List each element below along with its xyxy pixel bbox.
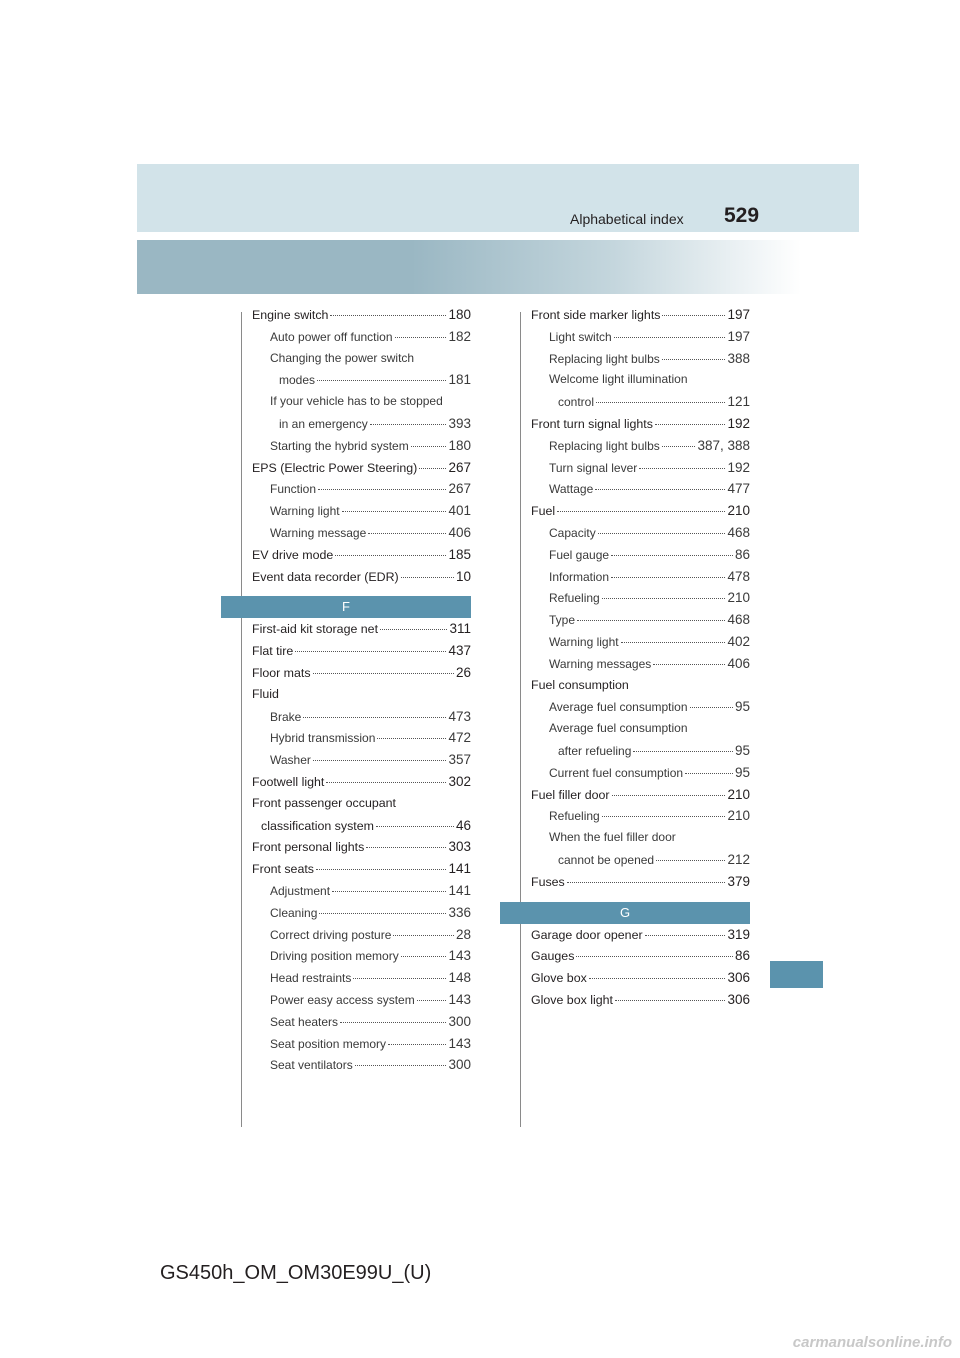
index-entry (252, 544, 471, 566)
index-entry (531, 391, 750, 413)
index-entry-term: Event data recorder (EDR) (252, 569, 399, 584)
index-entry (252, 662, 471, 684)
index-entry (252, 858, 471, 880)
index-entry-page[interactable]: 472 (448, 730, 471, 746)
index-entry (531, 967, 750, 989)
index-entry-page[interactable]: 212 (727, 851, 750, 867)
leader-dots (380, 629, 447, 630)
index-entry-term: Light switch (549, 329, 612, 344)
leader-dots (318, 489, 446, 490)
index-entry-term: Average fuel consumption (549, 721, 688, 736)
index-entry (252, 391, 471, 413)
index-entry-page[interactable]: 95 (734, 764, 750, 780)
leader-dots (342, 511, 447, 512)
index-entry-page[interactable]: 86 (734, 948, 750, 964)
index-entry (252, 749, 471, 771)
section-gap (531, 893, 750, 902)
index-entry-term: modes (279, 373, 316, 388)
index-entry (252, 706, 471, 728)
index-entry (252, 967, 471, 989)
leader-dots (377, 738, 446, 739)
index-entry-page[interactable]: 210 (727, 590, 750, 606)
index-entry-term: in an emergency (279, 416, 368, 431)
leader-dots (335, 555, 446, 556)
leader-dots (417, 1000, 447, 1001)
index-entry-term: Warning message (270, 525, 367, 540)
index-entry-term: Average fuel consumption (549, 700, 688, 715)
index-entry-page[interactable]: 401 (448, 503, 471, 519)
index-entry-term: If your vehicle has to be stopped (270, 394, 443, 409)
index-entry-term: EV drive mode (252, 547, 334, 562)
index-entry (252, 566, 471, 588)
leader-dots (401, 577, 454, 578)
index-entry-term: Function (270, 482, 317, 497)
index-entry (252, 924, 471, 946)
index-entry (252, 304, 471, 326)
manual-code: GS450h_OM_OM30E99U_(U) (160, 1262, 432, 1284)
leader-dots (611, 555, 733, 556)
leader-dots (662, 446, 696, 447)
index-entry-page[interactable]: 180 (448, 307, 471, 322)
index-entry-term: Driving position memory (270, 949, 399, 964)
leader-dots (614, 337, 726, 338)
index-entry-term: Capacity (549, 525, 596, 540)
leader-dots (340, 1022, 446, 1023)
leader-dots (419, 468, 446, 469)
leader-dots (395, 337, 447, 338)
index-entry-page[interactable]: 311 (449, 621, 471, 637)
index-entry-term: Warning light (549, 634, 619, 649)
index-entry-term: Replacing light bulbs (549, 351, 660, 366)
index-entry (531, 924, 750, 946)
index-entry (531, 609, 750, 631)
index-entry (531, 805, 750, 827)
index-entry-page[interactable]: 406 (727, 655, 750, 671)
index-entry-page[interactable]: 210 (727, 503, 750, 519)
leader-dots (388, 1044, 446, 1045)
index-entry (531, 675, 750, 697)
leader-dots (567, 882, 726, 883)
index-entry-page[interactable]: 477 (727, 481, 750, 497)
index-entry-term: cannot be opened (558, 852, 655, 867)
leader-dots (645, 935, 726, 936)
index-entry-term: Turn signal lever (549, 460, 638, 475)
index-entry (252, 771, 471, 793)
index-entry-term: Type (549, 613, 576, 628)
index-entry-page[interactable]: 406 (448, 524, 471, 540)
index-entry-term: Wattage (549, 482, 594, 497)
leader-dots (313, 760, 447, 761)
index-entry-page[interactable]: 306 (727, 991, 750, 1007)
leader-dots (370, 424, 447, 425)
index-entry-page[interactable]: 388 (727, 350, 750, 366)
index-entry-page[interactable]: 306 (727, 970, 750, 986)
index-entry-page[interactable]: 300 (448, 1013, 471, 1029)
index-entry-term: Front turn signal lights (531, 416, 653, 431)
index-entry-page[interactable]: 387, 388 (697, 437, 750, 453)
index-entry (252, 618, 471, 640)
index-entry (531, 326, 750, 348)
index-entry (252, 522, 471, 544)
index-entry (252, 348, 471, 370)
index-entry (252, 413, 471, 435)
index-entry (531, 631, 750, 653)
index-entry (531, 945, 750, 967)
index-entry-term: Fuses (531, 874, 565, 889)
index-entry-page[interactable]: 121 (727, 394, 750, 410)
section-gap (252, 587, 471, 596)
index-entry-term: Refueling (549, 809, 600, 824)
section-title: Alphabetical index (570, 211, 684, 227)
index-entry (252, 880, 471, 902)
index-entry (531, 989, 750, 1011)
index-entry-term: Glove box (531, 971, 587, 986)
index-entry-page[interactable]: 95 (734, 699, 750, 715)
leader-dots (319, 913, 446, 914)
section-tab-marker (770, 961, 823, 988)
index-entry-term: Refueling (549, 591, 600, 606)
index-entry-page[interactable]: 143 (448, 948, 471, 964)
index-entry-page[interactable]: 86 (734, 546, 750, 562)
index-entry-term: Cleaning (270, 905, 318, 920)
leader-dots (612, 795, 726, 796)
index-entry-page[interactable]: 478 (727, 568, 750, 584)
index-entry-term: Engine switch (252, 308, 329, 322)
leader-dots (576, 956, 733, 957)
index-entry (531, 500, 750, 522)
leader-dots (332, 891, 446, 892)
leader-dots (685, 773, 733, 774)
index-entry-page[interactable]: 468 (727, 524, 750, 540)
index-entry-page[interactable]: 95 (734, 742, 750, 758)
index-entry-page[interactable]: 300 (448, 1057, 471, 1073)
index-entry-term: Flat tire (252, 644, 294, 659)
index-entry-page[interactable]: 473 (448, 708, 471, 724)
leader-dots (317, 380, 446, 381)
index-entry-term: Power easy access system (270, 992, 415, 1007)
index-entry-term: Glove box light (531, 992, 613, 1007)
index-entry-page[interactable]: 197 (727, 307, 750, 322)
index-entry (531, 544, 750, 566)
index-entry-term: classification system (261, 818, 374, 833)
index-entry (531, 369, 750, 391)
leader-dots (411, 446, 447, 447)
index-entry (252, 457, 471, 479)
index-entry (531, 740, 750, 762)
index-entry-page[interactable]: 357 (448, 752, 471, 768)
leader-dots (368, 533, 446, 534)
index-entry-page[interactable]: 267 (448, 481, 471, 497)
index-entry-page[interactable]: 393 (448, 415, 471, 431)
index-entry-term: Fluid (252, 686, 279, 701)
index-entry (531, 871, 750, 893)
index-entry-page[interactable]: 28 (455, 926, 471, 942)
index-entry-page[interactable]: 10 (455, 568, 471, 584)
index-entry-term: Front personal lights (252, 840, 365, 855)
decorative-gradient-band (137, 240, 859, 294)
index-entry-term: Brake (270, 709, 302, 724)
index-entry (531, 478, 750, 500)
index-entry-term: Fuel (531, 504, 556, 519)
index-entry (531, 784, 750, 806)
index-entry-term: First-aid kit storage net (252, 622, 379, 637)
index-entry (531, 435, 750, 457)
index-entry (531, 348, 750, 370)
index-entry (252, 815, 471, 837)
index-entry-page[interactable]: 26 (455, 664, 471, 680)
index-entry (252, 369, 471, 391)
index-entry-page[interactable]: 379 (727, 873, 750, 889)
leader-dots (639, 468, 725, 469)
index-entry-page[interactable]: 336 (448, 904, 471, 920)
leader-dots (656, 860, 725, 861)
index-entry-page[interactable]: 182 (448, 328, 471, 344)
index-entry (531, 696, 750, 718)
leader-dots (662, 315, 725, 316)
leader-dots (366, 847, 446, 848)
index-entry-term: EPS (Electric Power Steering) (252, 460, 418, 475)
index-entry-term: Current fuel consumption (549, 765, 684, 780)
index-entry-page[interactable]: 148 (448, 970, 471, 986)
index-entry-term: Warning messages (549, 656, 652, 671)
index-entry-term: Information (549, 569, 610, 584)
index-column-right (531, 304, 750, 1011)
index-entry-page[interactable]: 402 (727, 633, 750, 649)
leader-dots (376, 826, 454, 827)
leader-dots (602, 598, 726, 599)
leader-dots (316, 869, 446, 870)
index-entry-term: Adjustment (270, 883, 331, 898)
leader-dots (602, 816, 726, 817)
index-entry (252, 500, 471, 522)
index-entry (252, 640, 471, 662)
index-entry-term: Front seats (252, 862, 314, 877)
left-column-rule (241, 312, 242, 1127)
leader-dots (615, 1000, 726, 1001)
index-entry-page[interactable]: 210 (727, 786, 750, 802)
index-entry-term: control (558, 395, 595, 410)
index-entry (252, 1011, 471, 1033)
watermark: carmanualsonline.info (792, 1334, 952, 1351)
letter-heading: G (500, 902, 750, 924)
index-entry-term: after refueling (558, 743, 632, 758)
leader-dots (353, 978, 446, 979)
index-entry-term: Replacing light bulbs (549, 438, 660, 453)
index-entry-term: Seat heaters (270, 1014, 339, 1029)
index-entry-term: Garage door opener (531, 927, 643, 942)
leader-dots (330, 315, 446, 316)
index-entry-term: Seat ventilators (270, 1058, 353, 1073)
index-entry (531, 827, 750, 849)
index-entry (531, 522, 750, 544)
index-entry (252, 945, 471, 967)
page-number: 529 (724, 204, 760, 227)
index-entry (531, 587, 750, 609)
index-entry (531, 413, 750, 435)
index-column-left (252, 304, 471, 1076)
index-entry-term: Gauges (531, 949, 575, 964)
index-entry (531, 653, 750, 675)
leader-dots (577, 620, 725, 621)
index-entry (531, 718, 750, 740)
index-entry (252, 1033, 471, 1055)
index-entry-term: Front passenger occupant (252, 795, 396, 810)
index-entry (531, 849, 750, 871)
leader-dots (303, 717, 446, 718)
leader-dots (596, 402, 725, 403)
leader-dots (295, 651, 446, 652)
index-entry (252, 326, 471, 348)
leader-dots (355, 1065, 447, 1066)
index-entry (252, 902, 471, 924)
index-entry-page[interactable]: 303 (448, 839, 471, 855)
leader-dots (589, 978, 726, 979)
leader-dots (326, 782, 446, 783)
index-entry-page[interactable]: 181 (448, 372, 471, 388)
index-entry (531, 304, 750, 326)
index-entry-page[interactable]: 141 (448, 882, 471, 898)
index-entry (252, 684, 471, 706)
index-entry (531, 457, 750, 479)
leader-dots (662, 359, 726, 360)
middle-column-rule (520, 312, 521, 1127)
leader-dots (598, 533, 726, 534)
index-entry-term: Seat position memory (270, 1036, 387, 1051)
index-entry-page[interactable]: 46 (455, 817, 471, 833)
index-entry-term: Hybrid transmission (270, 731, 376, 746)
index-entry-page[interactable]: 143 (448, 1035, 471, 1051)
index-entry-term: Footwell light (252, 774, 325, 789)
index-entry-page[interactable]: 143 (448, 991, 471, 1007)
index-entry-page[interactable]: 192 (727, 415, 750, 431)
index-entry-term: Welcome light illumination (549, 372, 688, 387)
index-entry-term: Auto power off function (270, 329, 393, 344)
index-entry-term: When the fuel filler door (549, 830, 676, 845)
letter-heading: F (221, 596, 471, 618)
leader-dots (653, 664, 725, 665)
index-entry-page[interactable]: 319 (727, 926, 750, 942)
index-entry-term: Fuel filler door (531, 787, 610, 802)
index-entry-term: Starting the hybrid system (270, 438, 409, 453)
leader-dots (690, 707, 733, 708)
index-entry-page[interactable]: 210 (727, 808, 750, 824)
leader-dots (595, 489, 725, 490)
index-entry (252, 836, 471, 858)
index-entry-page[interactable]: 468 (727, 612, 750, 628)
index-entry (252, 1054, 471, 1076)
index-entry-term: Front side marker lights (531, 308, 661, 322)
index-entry-term: Washer (270, 753, 311, 768)
index-entry-term: Fuel gauge (549, 547, 610, 562)
index-entry-term: Correct driving posture (270, 927, 392, 942)
leader-dots (313, 673, 454, 674)
index-entry (252, 793, 471, 815)
leader-dots (557, 511, 725, 512)
index-entry-page[interactable]: 197 (727, 328, 750, 344)
leader-dots (401, 956, 447, 957)
index-entry (531, 762, 750, 784)
index-entry (252, 727, 471, 749)
leader-dots (611, 577, 725, 578)
index-entry (252, 989, 471, 1011)
index-entry-page[interactable]: 192 (727, 459, 750, 475)
index-entry-page[interactable]: 437 (448, 643, 471, 659)
leader-dots (621, 642, 726, 643)
leader-dots (633, 751, 733, 752)
index-entry-term: Fuel consumption (531, 677, 629, 692)
index-entry-page[interactable]: 185 (448, 546, 471, 562)
index-entry-page[interactable]: 302 (448, 773, 471, 789)
leader-dots (393, 935, 454, 936)
index-entry-term: Floor mats (252, 665, 311, 680)
index-entry-term: Changing the power switch (270, 350, 415, 365)
index-entry-term: Head restraints (270, 971, 352, 986)
index-entry (252, 435, 471, 457)
index-entry (531, 566, 750, 588)
index-entry-term: Warning light (270, 504, 340, 519)
index-entry-page[interactable]: 267 (448, 459, 471, 475)
leader-dots (655, 424, 726, 425)
index-entry-page[interactable]: 141 (448, 861, 471, 877)
index-entry-page[interactable]: 180 (448, 437, 471, 453)
index-entry (252, 478, 471, 500)
